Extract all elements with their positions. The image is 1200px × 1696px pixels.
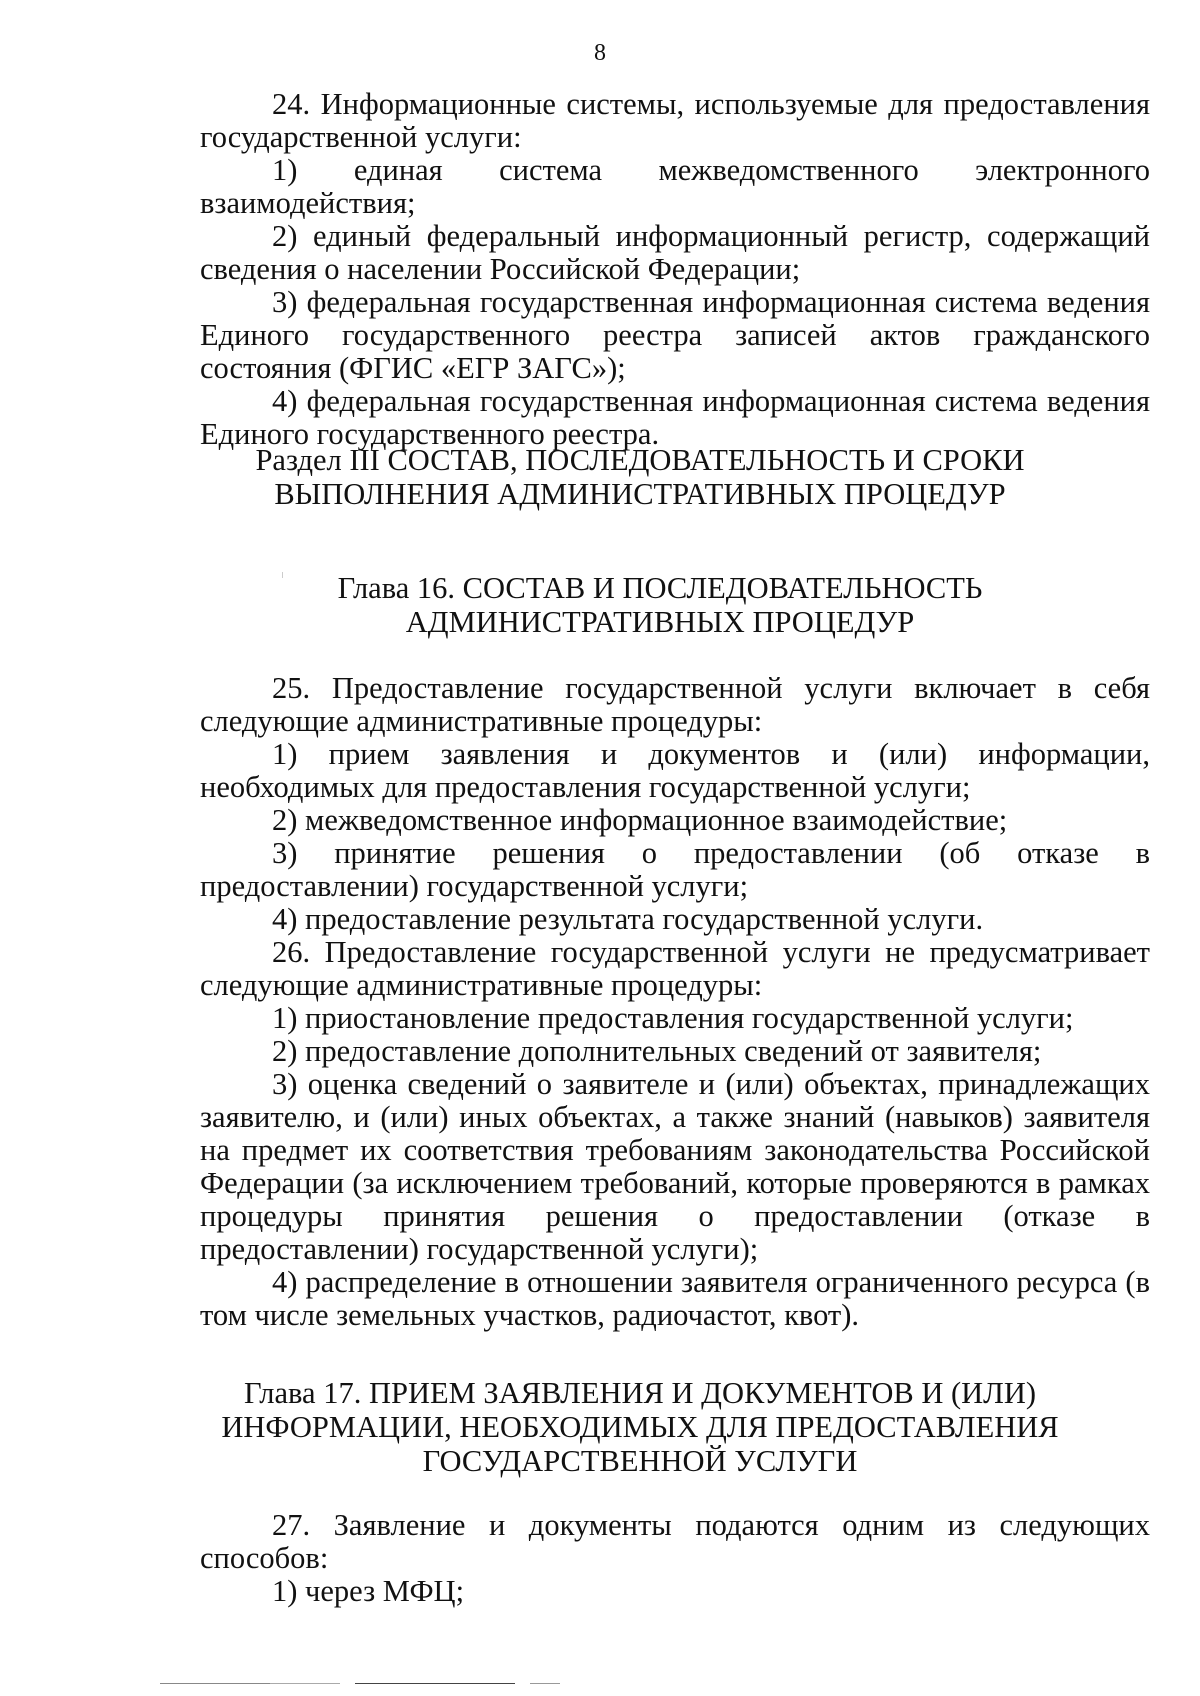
chapter-16-heading [60,571,1200,639]
chapter-heading-line: АДМИНИСТРАТИВНЫХ ПРОЦЕДУР [405,605,915,639]
paragraph-24-block [200,88,1150,451]
paragraph-27-block [200,1509,1150,1608]
scan-artifact-line [530,1683,560,1684]
section-heading-line: Раздел III СОСТАВ, ПОСЛЕДОВАТЕЛЬНОСТЬ И СРОКИ [255,443,1025,477]
scan-artifact-line [355,1683,515,1684]
list-item: 2) межведомственное информационное взаимодействие; [272,803,1008,837]
list-item: 3) принятие решения о предоставлении (об отказе в предоставлении) государственной услуги; [200,836,1150,903]
page-number: 8 [594,40,606,66]
paragraph-25: 25. Предоставление государственной услуги включает в себя следующие административные процедуры: [200,671,1150,738]
chapter-heading-line: ГОСУДАРСТВЕННОЙ УСЛУГИ [422,1444,858,1478]
paragraph-27: 27. Заявление и документы подаются одним из следующих способов: [200,1508,1150,1575]
list-item: 4) федеральная государственная информационная система ведения Единого государственного реестра. [200,384,1150,451]
paragraph-26: 26. Предоставление государственной услуги не предусматривает следующие административные процедуры: [200,935,1150,1002]
list-item: 3) оценка сведений о заявителе и (или) объектах, принадлежащих заявителю, и (или) иных объектах, а также знаний (навыков) заявителя на предмет их соответствия требованиям законодательства Российской Федерации (за исключением требований, которые проверяются в рамках процедуры принятия решения о предоставлении (отказе в предоставлении) государственной услуги); [200,1067,1150,1266]
section-heading [40,443,1200,511]
list-item: 4) распределение в отношении заявителя ограниченного ресурса (в том числе земельных участков, радиочастот, квот). [200,1265,1150,1332]
chapter-heading-line: Глава 17. ПРИЕМ ЗАЯВЛЕНИЯ И ДОКУМЕНТОВ И (ИЛИ) [243,1376,1037,1410]
scan-artifact-line [270,1683,340,1684]
list-item: 1) через МФЦ; [272,1574,465,1608]
paragraph-24: 24. Информационные системы, используемые для предоставления государственной услуги: [200,87,1150,154]
chapter-heading-line: Глава 16. СОСТАВ И ПОСЛЕДОВАТЕЛЬНОСТЬ [337,571,983,605]
list-item: 2) предоставление дополнительных сведений от заявителя; [272,1034,1042,1068]
list-item: 1) единая система межведомственного электронного взаимодействия; [200,153,1150,220]
list-item: 1) приостановление предоставления государственной услуги; [272,1001,1074,1035]
list-item: 4) предоставление результата государственной услуги. [272,902,984,936]
section-heading-line: ВЫПОЛНЕНИЯ АДМИНИСТРАТИВНЫХ ПРОЦЕДУР [274,477,1006,511]
chapter-17-heading [40,1376,1200,1478]
list-item: 3) федеральная государственная информационная система ведения Единого государственного реестра записей актов гражданского состояния (ФГИС «ЕГР ЗАГС»); [200,285,1150,385]
list-item: 2) единый федеральный информационный регистр, содержащий сведения о населении Российской Федерации; [200,219,1150,286]
paragraph-25-26-block [200,672,1150,1332]
scan-artifact-line [160,1683,270,1684]
chapter-heading-line: ИНФОРМАЦИИ, НЕОБХОДИМЫХ ДЛЯ ПРЕДОСТАВЛЕНИЯ [221,1410,1059,1444]
list-item: 1) прием заявления и документов и (или) информации, необходимых для предоставления государственной услуги; [200,737,1150,804]
